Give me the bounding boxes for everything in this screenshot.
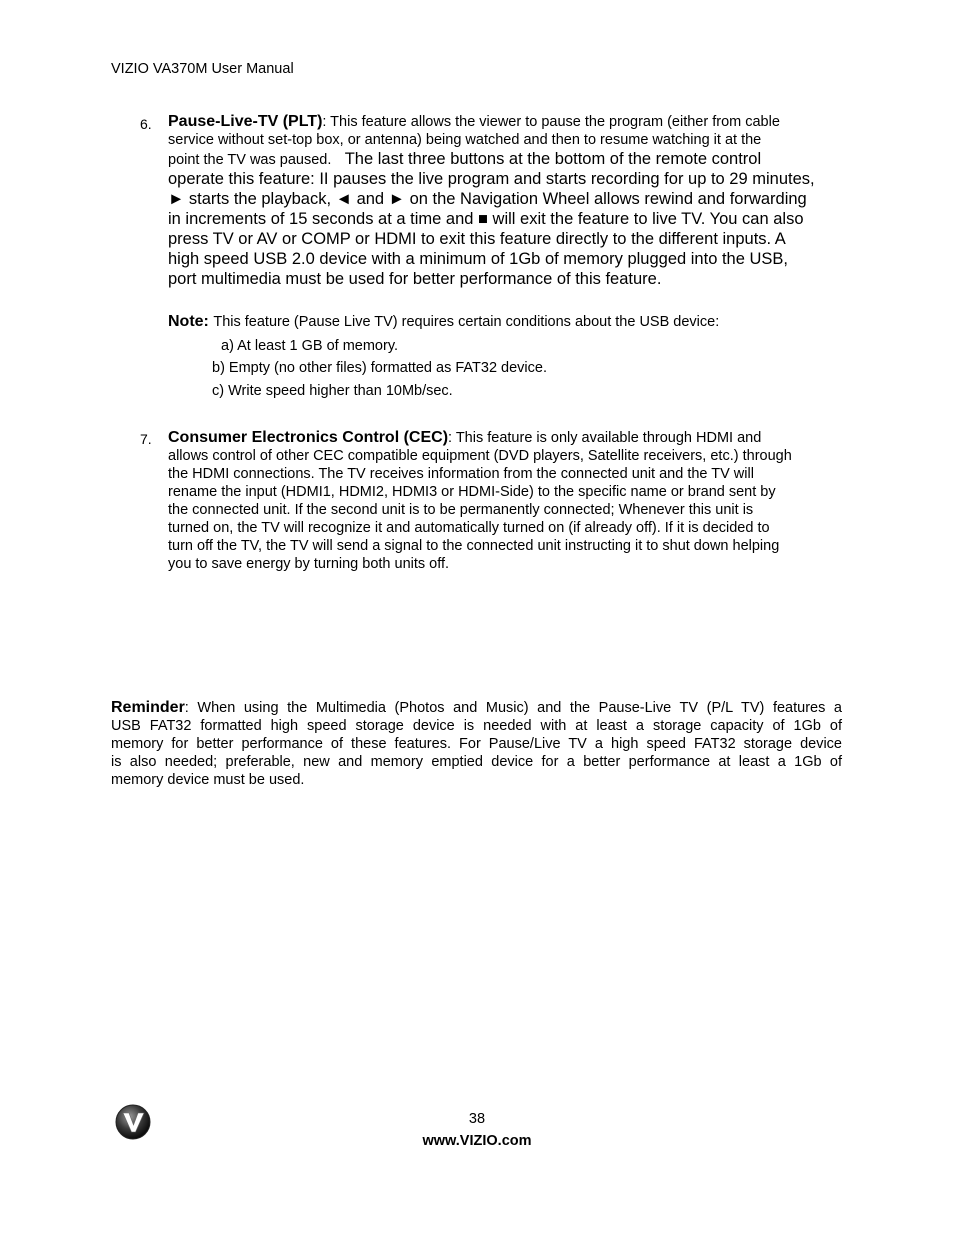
cec-heading: Consumer Electronics Control (CEC)	[168, 429, 449, 446]
item-text-line: : This feature is only available through HDMI and	[448, 430, 762, 446]
list-item-number: 7.	[140, 431, 152, 447]
list-item-cec	[168, 429, 848, 573]
item-text-line: the HDMI connections. The TV receives information from the connected unit and the TV will	[168, 466, 754, 482]
page-number: 38	[468, 1111, 486, 1127]
note-text: This feature (Pause Live TV) requires certain conditions about the USB device:	[213, 314, 720, 330]
item-text-line: The last three buttons at the bottom of the remote control	[344, 150, 762, 168]
item-text-line: press TV or AV or COMP or HDMI to exit this feature directly to the different inputs. A	[168, 230, 786, 248]
note-condition-item: a) At least 1 GB of memory.	[221, 338, 399, 354]
item-text-line: : This feature allows the viewer to pause the program (either from cable	[322, 114, 780, 130]
note-label: Note:	[168, 313, 209, 330]
list-item-pause-live-tv	[168, 113, 848, 289]
reminder-label: Reminder	[111, 699, 185, 716]
item-text-line: ► starts the playback, ◄ and ► on the Navigation Wheel allows rewind and forwarding	[168, 190, 807, 208]
item-text-line: service without set-top box, or antenna) being watched and then to resume watching it at the	[168, 132, 762, 148]
list-item-number: 6.	[140, 116, 152, 132]
item-text-line: rename the input (HDMI1, HDMI2, HDMI3 or HDMI-Side) to the specific name or brand sent by	[168, 484, 776, 500]
item-text-line: in increments of 15 seconds at a time and ■ will exit the feature to live TV. You can also	[168, 210, 804, 228]
note-condition-item: b) Empty (no other files) formatted as FAT32 device.	[212, 360, 547, 376]
reminder-text-line: memory device must be used.	[111, 772, 305, 788]
item-text-line: point the TV was paused.	[168, 152, 332, 168]
reminder-text-line: is also needed; preferable, new and memory emptied device for a better performance at least a 1Gb of	[111, 754, 842, 770]
footer-website-link[interactable]: www.VIZIO.com	[422, 1133, 532, 1149]
reminder-text-line: memory for better performance of these features. For Pause/Live TV a high speed FAT32 storage device	[111, 736, 842, 752]
item-text-line: turn off the TV, the TV will send a signal to the connected unit instructing it to shut down helping	[168, 538, 780, 554]
item-text-line: the connected unit. If the second unit is to be permanently connected; Whenever this unit is	[168, 502, 754, 518]
reminder-paragraph	[111, 699, 842, 789]
item-text-line: high speed USB 2.0 device with a minimum of 1Gb of memory plugged into the USB,	[168, 250, 788, 268]
reminder-text-line: : When using the Multimedia (Photos and Music) and the Pause-Live TV (P/L TV) features a	[184, 700, 842, 716]
note-condition-item: c) Write speed higher than 10Mb/sec.	[212, 383, 453, 399]
item-text-line: allows control of other CEC compatible equipment (DVD players, Satellite receivers, etc.) through	[168, 448, 792, 464]
item-text-line: you to save energy by turning both units off.	[168, 556, 450, 572]
reminder-text-line: USB FAT32 formatted high speed storage device is needed with at least a storage capacity of 1Gb of	[111, 718, 842, 734]
document-header-title: VIZIO VA370M User Manual	[111, 61, 294, 77]
item-text-line: port multimedia must be used for better performance of this feature.	[168, 270, 662, 288]
item-text-line: operate this feature: II pauses the live program and starts recording for up to 29 minutes,	[168, 170, 815, 188]
note-paragraph	[168, 313, 719, 331]
item-text-line: turned on, the TV will recognize it and automatically turned on (if already off). If it is decided to	[168, 520, 770, 536]
pause-live-tv-heading: Pause-Live-TV (PLT)	[168, 113, 323, 130]
